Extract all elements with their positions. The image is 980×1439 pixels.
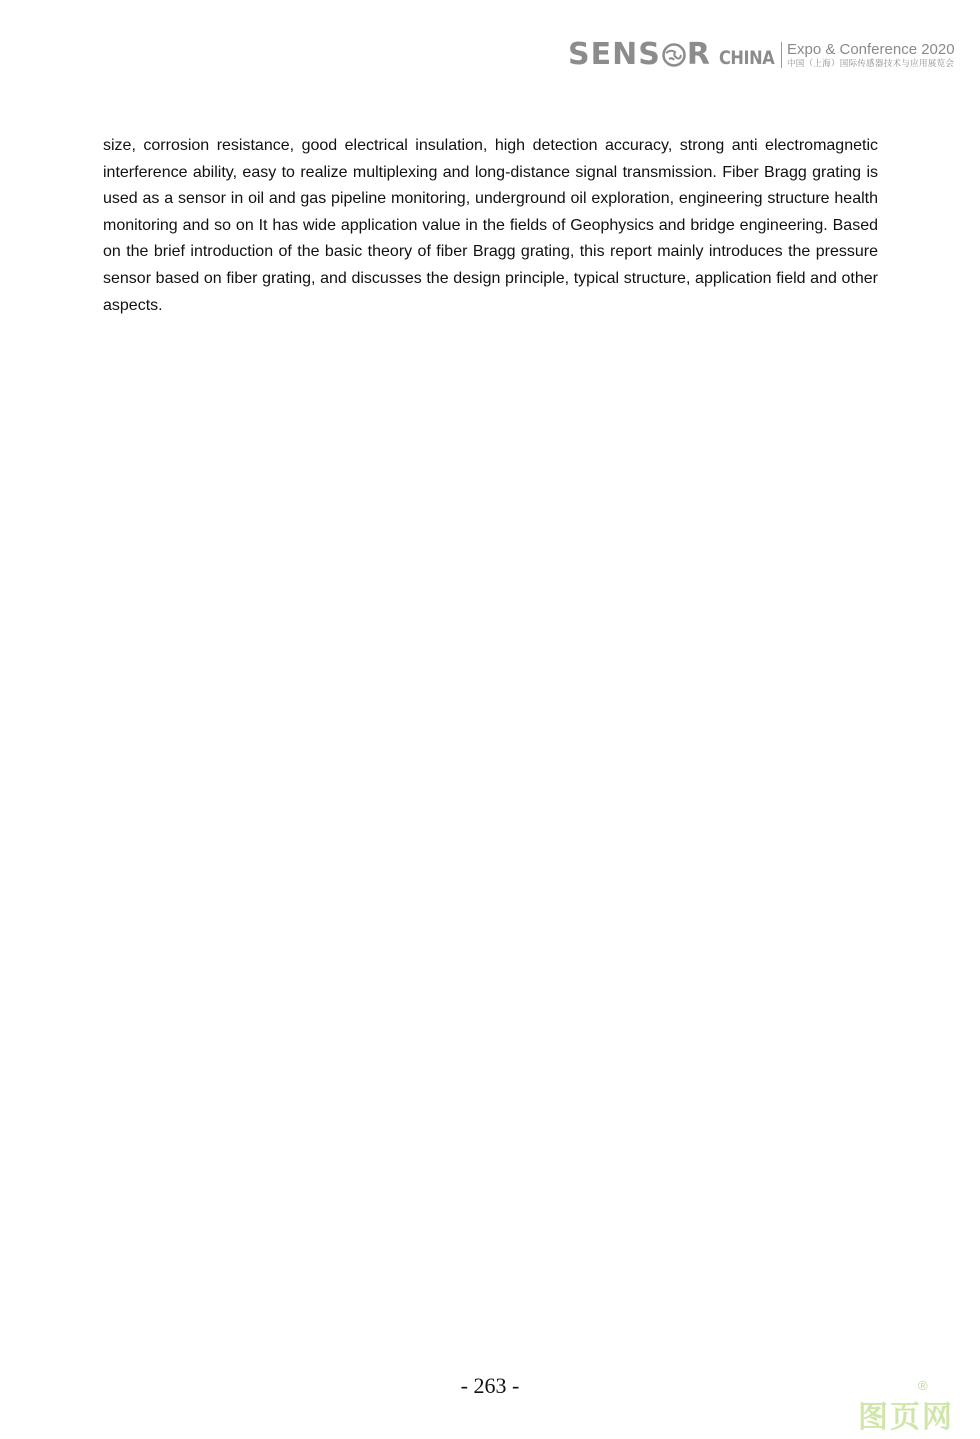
logo-divider [781, 42, 782, 68]
watermark-logo: 图页网 [858, 1400, 954, 1435]
page-number: - 263 - [460, 1373, 520, 1398]
logo-china: CHINA [718, 46, 775, 69]
logo-text-block [787, 42, 955, 69]
logo-sensor-left: SENS [568, 37, 661, 72]
globe-icon [662, 43, 686, 67]
logo-sensor-right: R [686, 37, 711, 72]
expo-title: Expo & Conference 2020 [786, 40, 955, 58]
registered-mark-icon: ® [918, 1378, 928, 1393]
header-logo [568, 38, 955, 72]
expo-subtitle-cn: 中国（上海）国际传感器技术与应用展览会 [786, 57, 955, 68]
sensor-wordmark [568, 37, 711, 72]
body-paragraph: size, corrosion resistance, good electrical insulation, high detection accuracy, strong anti electromagnetic interference ability, easy to realize multiplexing and long-distance signal transmission. Fiber Bragg grating is used as a sensor in oil and gas pipeline monitoring, underground oil exploration, engineering structure health monitoring and so on It has wide application value in the fields of Geophysics and bridge engineering. Based on the brief introduction of the basic theory of fiber Bragg grating, this report mainly introduces the pressure sensor based on fiber grating, and discusses the design principle, typical structure, application field and other aspects. [103, 137, 878, 314]
